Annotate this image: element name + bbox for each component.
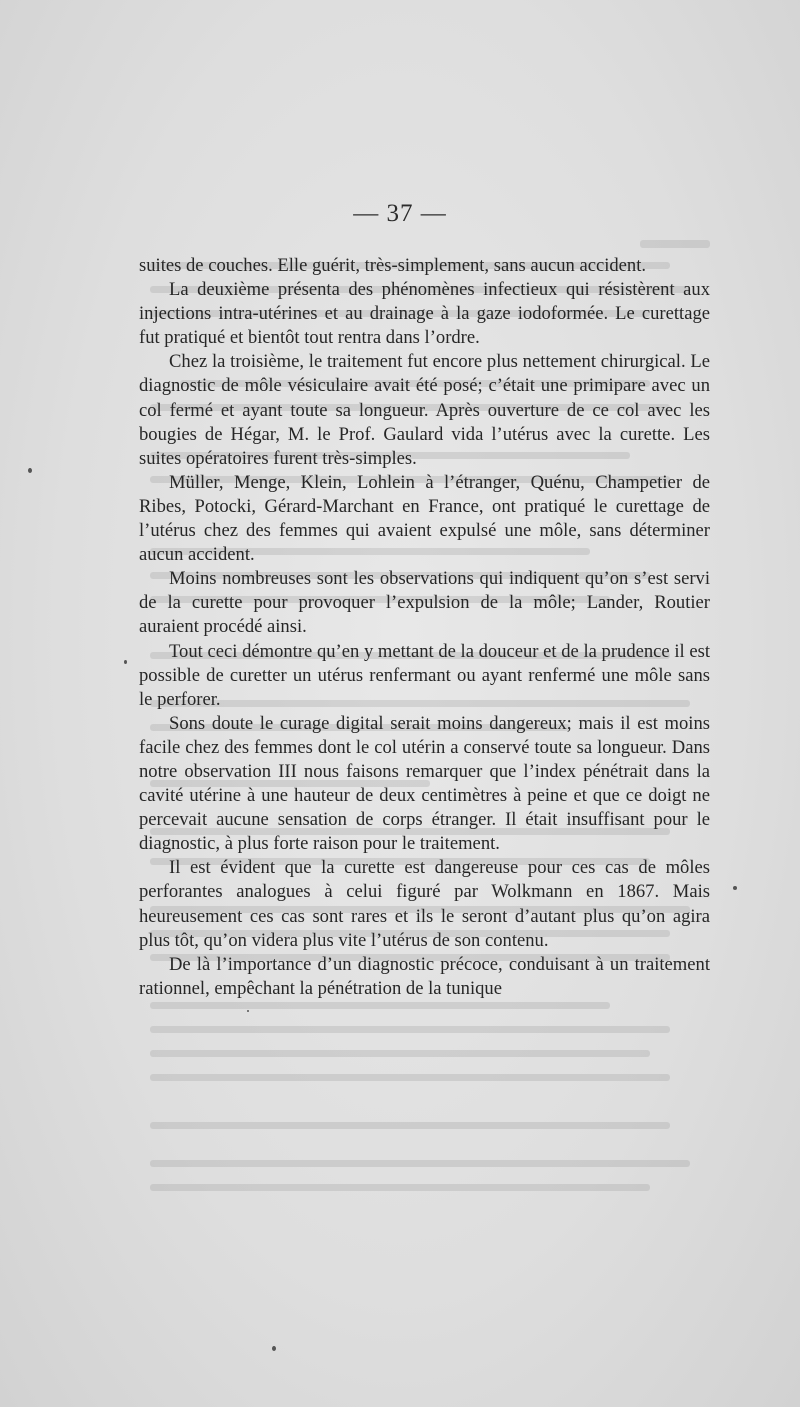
ink-speck — [247, 1010, 249, 1012]
paragraph-2: La deuxième présenta des phénomènes infectieux qui résistèrent aux injections intra-utérines et au drainage à la gaze iodoformée. Le curettage fut pratiqué et bientôt tout rentra dans l’ordre. — [139, 279, 710, 349]
paragraph-3: Chez la troisième, le traitement fut encore plus nettement chirurgical. Le diagnostic de môle vésiculaire avait été posé; c’était une primipare avec un col fermé et ayant toute sa longueur. Après ouverture de ce col avec les bougies de Hégar, M. le Prof. Gaulard vida l’utérus avec la curette. Les suites opératoires furent très-simples. — [139, 351, 710, 469]
page-number: — 37 — — [353, 200, 447, 227]
body-text — [139, 254, 710, 1001]
ink-speck — [272, 1346, 276, 1351]
paragraph-4: Müller, Menge, Klein, Lohlein à l’étranger, Quénu, Champetier de Ribes, Potocki, Gérard-Marchant en France, ont pratiqué le curettage de l’utérus chez des femmes qui avaient expulsé une môle, sans déterminer aucun accident. — [139, 471, 710, 566]
ink-speck — [733, 886, 737, 890]
paragraph-6: Tout ceci démontre qu’en y mettant de la douceur et de la prudence il est possible de curetter un utérus renfermant ou ayant renfermé une môle sans le perforer. — [139, 640, 710, 710]
ink-speck — [124, 660, 127, 664]
ink-speck — [28, 468, 32, 473]
paragraph-9: De là l’importance d’un diagnostic précoce, conduisant à un traitement rationnel, empêchant la pénétration de la tunique — [139, 953, 710, 999]
paragraph-7: Sons doute le curage digital serait moins dangereux; mais il est moins facile chez des femmes dont le col utérin a conservé toute sa longueur. Dans notre observation III nous faisons remarquer que l’index pénétrait dans la cavité utérine à une hauteur de deux centimètres à peine et que ce doigt ne percevait aucune sensation de corps étranger. Il était insuffisant pour le diagnostic, à plus forte raison pour le traitement. — [139, 712, 710, 855]
paragraph-8: Il est évident que la curette est dangereuse pour ces cas de môles perforantes analogues à celui figuré par Wolkmann en 1867. Mais heureusement ces cas sont rares et ils le seront d’autant plus qu’on agira plus tôt, qu’on videra plus vite l’utérus de son contenu. — [139, 857, 710, 951]
paragraph-5: Moins nombreuses sont les observations qui indiquent qu’on s’est servi de la curette pour provoquer l’expulsion de la môle; Lander, Routier auraient procédé ainsi. — [139, 568, 710, 638]
paragraph-1: suites de couches. Elle guérit, très-simplement, sans aucun accident. — [139, 255, 647, 276]
